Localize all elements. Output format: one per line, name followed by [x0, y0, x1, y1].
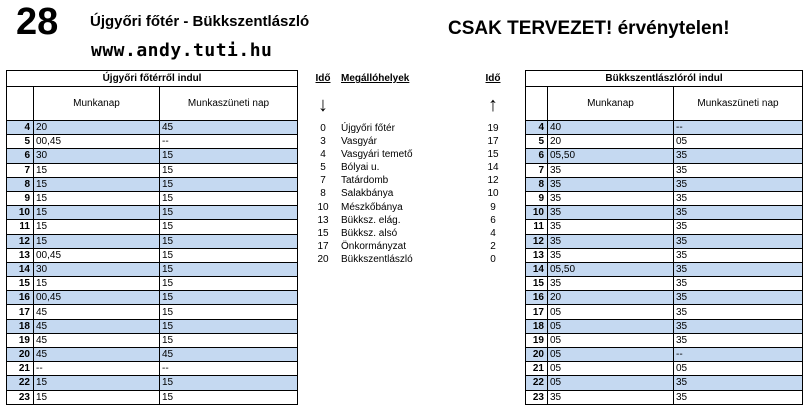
timetable-row — [526, 206, 803, 220]
weekday-minutes-cell: 15 — [34, 191, 160, 205]
hour-cell: 14 — [7, 262, 34, 276]
outbound-time: 10 — [317, 201, 329, 213]
timetable-row — [526, 362, 803, 376]
timetable-row — [526, 248, 803, 262]
outbound-time: 20 — [317, 253, 329, 265]
holiday-minutes-cell: 35 — [674, 234, 803, 248]
holiday-minutes-cell: 15 — [160, 163, 298, 177]
holiday-minutes-cell: 15 — [160, 191, 298, 205]
time-header-outbound: Idő — [315, 73, 331, 84]
hour-cell: 16 — [7, 291, 34, 305]
hour-cell: 10 — [7, 206, 34, 220]
timetable-row — [7, 348, 298, 362]
hour-cell: 20 — [526, 348, 548, 362]
hour-cell: 11 — [7, 220, 34, 234]
outbound-time: 13 — [317, 214, 329, 226]
weekday-minutes-cell: 00,45 — [34, 248, 160, 262]
inbound-time: 15 — [487, 149, 499, 161]
holiday-minutes-cell: 35 — [674, 277, 803, 291]
holiday-minutes-cell: -- — [160, 362, 298, 376]
timetable-row — [526, 348, 803, 362]
hour-cell: 9 — [526, 191, 548, 205]
weekday-minutes-cell: 45 — [34, 348, 160, 362]
hour-cell: 15 — [7, 277, 34, 291]
hour-cell: 22 — [526, 376, 548, 390]
holiday-minutes-cell: 15 — [160, 248, 298, 262]
timetable-row — [7, 305, 298, 319]
timetable-row — [7, 121, 298, 135]
holiday-minutes-cell: 35 — [674, 177, 803, 191]
holiday-minutes-cell: 15 — [160, 277, 298, 291]
holiday-minutes-cell: 15 — [160, 206, 298, 220]
inbound-time: 6 — [490, 214, 496, 226]
outbound-time: 17 — [317, 240, 329, 252]
hour-cell: 7 — [7, 163, 34, 177]
hour-cell: 11 — [526, 220, 548, 234]
timetable-row — [7, 177, 298, 191]
hour-cell: 13 — [7, 248, 34, 262]
hour-cell: 22 — [7, 376, 34, 390]
timetable-row — [7, 362, 298, 376]
weekday-minutes-cell: 35 — [548, 248, 674, 262]
departures-from-ujgyor-table — [6, 70, 298, 405]
departures-from-bukkszentlaszlo-table — [525, 70, 803, 405]
weekday-minutes-cell: 05 — [548, 376, 674, 390]
holiday-minutes-cell: 15 — [160, 291, 298, 305]
timetable-row — [7, 191, 298, 205]
weekday-minutes-cell: 15 — [34, 177, 160, 191]
holiday-minutes-cell: 35 — [674, 191, 803, 205]
timetable-row — [526, 333, 803, 347]
weekday-minutes-cell: 20 — [548, 135, 674, 149]
inbound-time: 0 — [490, 253, 496, 265]
right-table-body — [526, 71, 803, 405]
weekday-minutes-cell: 30 — [34, 149, 160, 163]
inbound-time: 2 — [490, 240, 496, 252]
timetable-row — [526, 277, 803, 291]
timetable-row — [7, 390, 298, 404]
holiday-minutes-cell: 35 — [674, 220, 803, 234]
weekday-minutes-cell: 35 — [548, 191, 674, 205]
outbound-time: 8 — [320, 188, 326, 200]
timetable-row — [7, 376, 298, 390]
outbound-time: 7 — [320, 175, 326, 187]
holiday-minutes-cell: 15 — [160, 177, 298, 191]
stop-name: Bükksz. elág. — [341, 214, 401, 226]
stop-name: Mészkőbánya — [341, 201, 403, 213]
stop-name: Bükksz. alsó — [341, 227, 398, 239]
weekday-minutes-cell: 20 — [548, 291, 674, 305]
hour-cell: 4 — [526, 121, 548, 135]
hour-cell: 21 — [7, 362, 34, 376]
holiday-minutes-cell: 05 — [674, 362, 803, 376]
right-table-title: Bükkszentlászlóról indul — [526, 71, 803, 87]
timetable-row — [526, 163, 803, 177]
timetable-row — [526, 305, 803, 319]
holiday-minutes-cell: 35 — [674, 291, 803, 305]
weekday-minutes-cell: 15 — [34, 376, 160, 390]
stop-name: Bólyai u. — [341, 162, 380, 174]
hour-cell: 9 — [7, 191, 34, 205]
inbound-time: 4 — [490, 227, 496, 239]
hour-cell: 16 — [526, 291, 548, 305]
inbound-time: 12 — [487, 175, 499, 187]
outbound-time: 0 — [320, 123, 326, 134]
timetable-row — [7, 220, 298, 234]
weekday-minutes-cell: 15 — [34, 163, 160, 177]
timetable-row — [526, 121, 803, 135]
hour-cell: 13 — [526, 248, 548, 262]
holiday-minutes-cell: 05 — [674, 135, 803, 149]
stop-name: Bükkszentlászló — [341, 253, 413, 265]
hour-cell: 8 — [7, 177, 34, 191]
timetable-row — [526, 191, 803, 205]
weekday-minutes-cell: 00,45 — [34, 135, 160, 149]
holiday-minutes-cell: 35 — [674, 390, 803, 404]
inbound-time: 14 — [487, 162, 499, 174]
weekday-minutes-cell: 45 — [34, 305, 160, 319]
outbound-time: 5 — [320, 162, 326, 174]
weekday-minutes-cell: 15 — [34, 206, 160, 220]
holiday-minutes-cell: 45 — [160, 121, 298, 135]
timetable-row — [526, 220, 803, 234]
timetable-row — [7, 319, 298, 333]
weekday-minutes-cell: 40 — [548, 121, 674, 135]
holiday-minutes-cell: 15 — [160, 305, 298, 319]
stop-name: Önkormányzat — [341, 240, 407, 252]
hour-cell: 18 — [7, 319, 34, 333]
inbound-time: 10 — [487, 188, 499, 200]
weekday-column-header: Munkanap — [548, 87, 674, 121]
weekday-minutes-cell: 15 — [34, 220, 160, 234]
weekday-minutes-cell: 15 — [34, 277, 160, 291]
hour-cell: 4 — [7, 121, 34, 135]
time-header-inbound: Idő — [485, 73, 501, 84]
timetable-row — [7, 291, 298, 305]
weekday-minutes-cell: 00,45 — [34, 291, 160, 305]
holiday-minutes-cell: 35 — [674, 305, 803, 319]
hour-cell: 10 — [526, 206, 548, 220]
timetable-row — [7, 262, 298, 276]
weekday-minutes-cell: 05 — [548, 348, 674, 362]
weekday-minutes-cell: 45 — [34, 319, 160, 333]
timetable-row — [526, 376, 803, 390]
hour-cell: 5 — [526, 135, 548, 149]
hour-column-header — [7, 87, 34, 121]
holiday-minutes-cell: 35 — [674, 333, 803, 347]
stop-name: Vasgyári temető — [341, 149, 413, 161]
timetable-row — [7, 206, 298, 220]
holiday-minutes-cell: 15 — [160, 220, 298, 234]
hour-cell: 21 — [526, 362, 548, 376]
hour-cell: 12 — [526, 234, 548, 248]
hour-cell: 12 — [7, 234, 34, 248]
weekday-minutes-cell: 35 — [548, 220, 674, 234]
holiday-minutes-cell: 15 — [160, 149, 298, 163]
weekday-minutes-cell: 05,50 — [548, 262, 674, 276]
holiday-minutes-cell: 15 — [160, 390, 298, 404]
hour-cell: 7 — [526, 163, 548, 177]
timetable-row — [526, 149, 803, 163]
weekday-minutes-cell: 05 — [548, 319, 674, 333]
timetable-row — [526, 319, 803, 333]
hour-cell: 17 — [7, 305, 34, 319]
weekday-minutes-cell: 35 — [548, 206, 674, 220]
left-table-title: Újgyőri főtérről indul — [7, 71, 298, 87]
timetable-row — [7, 333, 298, 347]
timetable-row — [526, 177, 803, 191]
timetable-row — [526, 234, 803, 248]
inbound-times-list — [478, 122, 508, 266]
weekday-minutes-cell: 35 — [548, 277, 674, 291]
timetable-row — [7, 277, 298, 291]
holiday-minutes-cell: -- — [160, 135, 298, 149]
holiday-minutes-cell: 15 — [160, 319, 298, 333]
timetable-row — [7, 234, 298, 248]
timetable-row — [526, 390, 803, 404]
inbound-time: 9 — [490, 201, 496, 213]
holiday-column-header: Munkaszüneti nap — [674, 87, 803, 121]
timetable-row — [526, 291, 803, 305]
weekday-minutes-cell: 15 — [34, 234, 160, 248]
outbound-time: 3 — [320, 136, 326, 148]
weekday-minutes-cell: 35 — [548, 390, 674, 404]
timetable-row — [7, 149, 298, 163]
holiday-minutes-cell: 35 — [674, 163, 803, 177]
outbound-time: 15 — [317, 227, 329, 239]
weekday-minutes-cell: 05 — [548, 333, 674, 347]
hour-cell: 6 — [526, 149, 548, 163]
weekday-minutes-cell: 30 — [34, 262, 160, 276]
website-link[interactable]: www.andy.tuti.hu — [91, 40, 273, 61]
hour-cell: 20 — [7, 348, 34, 362]
holiday-minutes-cell: -- — [674, 121, 803, 135]
hour-cell: 14 — [526, 262, 548, 276]
hour-column-header — [526, 87, 548, 121]
holiday-minutes-cell: -- — [674, 348, 803, 362]
weekday-minutes-cell: -- — [34, 362, 160, 376]
hour-cell: 15 — [526, 277, 548, 291]
weekday-minutes-cell: 35 — [548, 234, 674, 248]
timetable-row — [526, 135, 803, 149]
left-table-body — [7, 71, 298, 405]
stop-name: Újgyőri főtér — [341, 123, 395, 134]
draft-warning: CSAK TERVEZET! érvénytelen! — [448, 18, 730, 39]
timetable-row — [7, 248, 298, 262]
arrow-up-icon: ↑ — [488, 94, 498, 116]
hour-cell: 23 — [526, 390, 548, 404]
weekday-minutes-cell: 05 — [548, 362, 674, 376]
hour-cell: 19 — [526, 333, 548, 347]
hour-cell: 5 — [7, 135, 34, 149]
holiday-minutes-cell: 15 — [160, 333, 298, 347]
hour-cell: 18 — [526, 319, 548, 333]
holiday-minutes-cell: 35 — [674, 248, 803, 262]
timetable-row — [7, 163, 298, 177]
outbound-time: 4 — [320, 149, 326, 161]
hour-cell: 17 — [526, 305, 548, 319]
holiday-minutes-cell: 35 — [674, 376, 803, 390]
hour-cell: 8 — [526, 177, 548, 191]
route-number: 28 — [16, 1, 59, 43]
holiday-column-header: Munkaszüneti nap — [160, 87, 298, 121]
holiday-minutes-cell: 35 — [674, 149, 803, 163]
stop-name: Vasgyár — [341, 136, 377, 148]
outbound-times-list — [308, 122, 338, 266]
weekday-minutes-cell: 15 — [34, 390, 160, 404]
holiday-minutes-cell: 35 — [674, 206, 803, 220]
stops-header: Megállóhelyek — [341, 73, 410, 84]
holiday-minutes-cell: 15 — [160, 262, 298, 276]
arrow-down-icon: ↓ — [318, 94, 328, 116]
weekday-minutes-cell: 35 — [548, 177, 674, 191]
weekday-minutes-cell: 20 — [34, 121, 160, 135]
stop-name: Tatárdomb — [341, 175, 389, 187]
hour-cell: 23 — [7, 390, 34, 404]
weekday-minutes-cell: 45 — [34, 333, 160, 347]
holiday-minutes-cell: 35 — [674, 262, 803, 276]
holiday-minutes-cell: 35 — [674, 319, 803, 333]
stop-names-list — [341, 122, 461, 266]
holiday-minutes-cell: 45 — [160, 348, 298, 362]
weekday-minutes-cell: 35 — [548, 163, 674, 177]
stop-name: Salakbánya — [341, 188, 394, 200]
weekday-minutes-cell: 05,50 — [548, 149, 674, 163]
timetable-row — [7, 135, 298, 149]
hour-cell: 19 — [7, 333, 34, 347]
holiday-minutes-cell: 15 — [160, 376, 298, 390]
route-title: Újgyőri főtér - Bükkszentlászló — [90, 13, 310, 30]
hour-cell: 6 — [7, 149, 34, 163]
inbound-time: 19 — [487, 123, 499, 134]
inbound-time: 17 — [487, 136, 499, 148]
holiday-minutes-cell: 15 — [160, 234, 298, 248]
timetable-row — [526, 262, 803, 276]
weekday-column-header: Munkanap — [34, 87, 160, 121]
weekday-minutes-cell: 05 — [548, 305, 674, 319]
